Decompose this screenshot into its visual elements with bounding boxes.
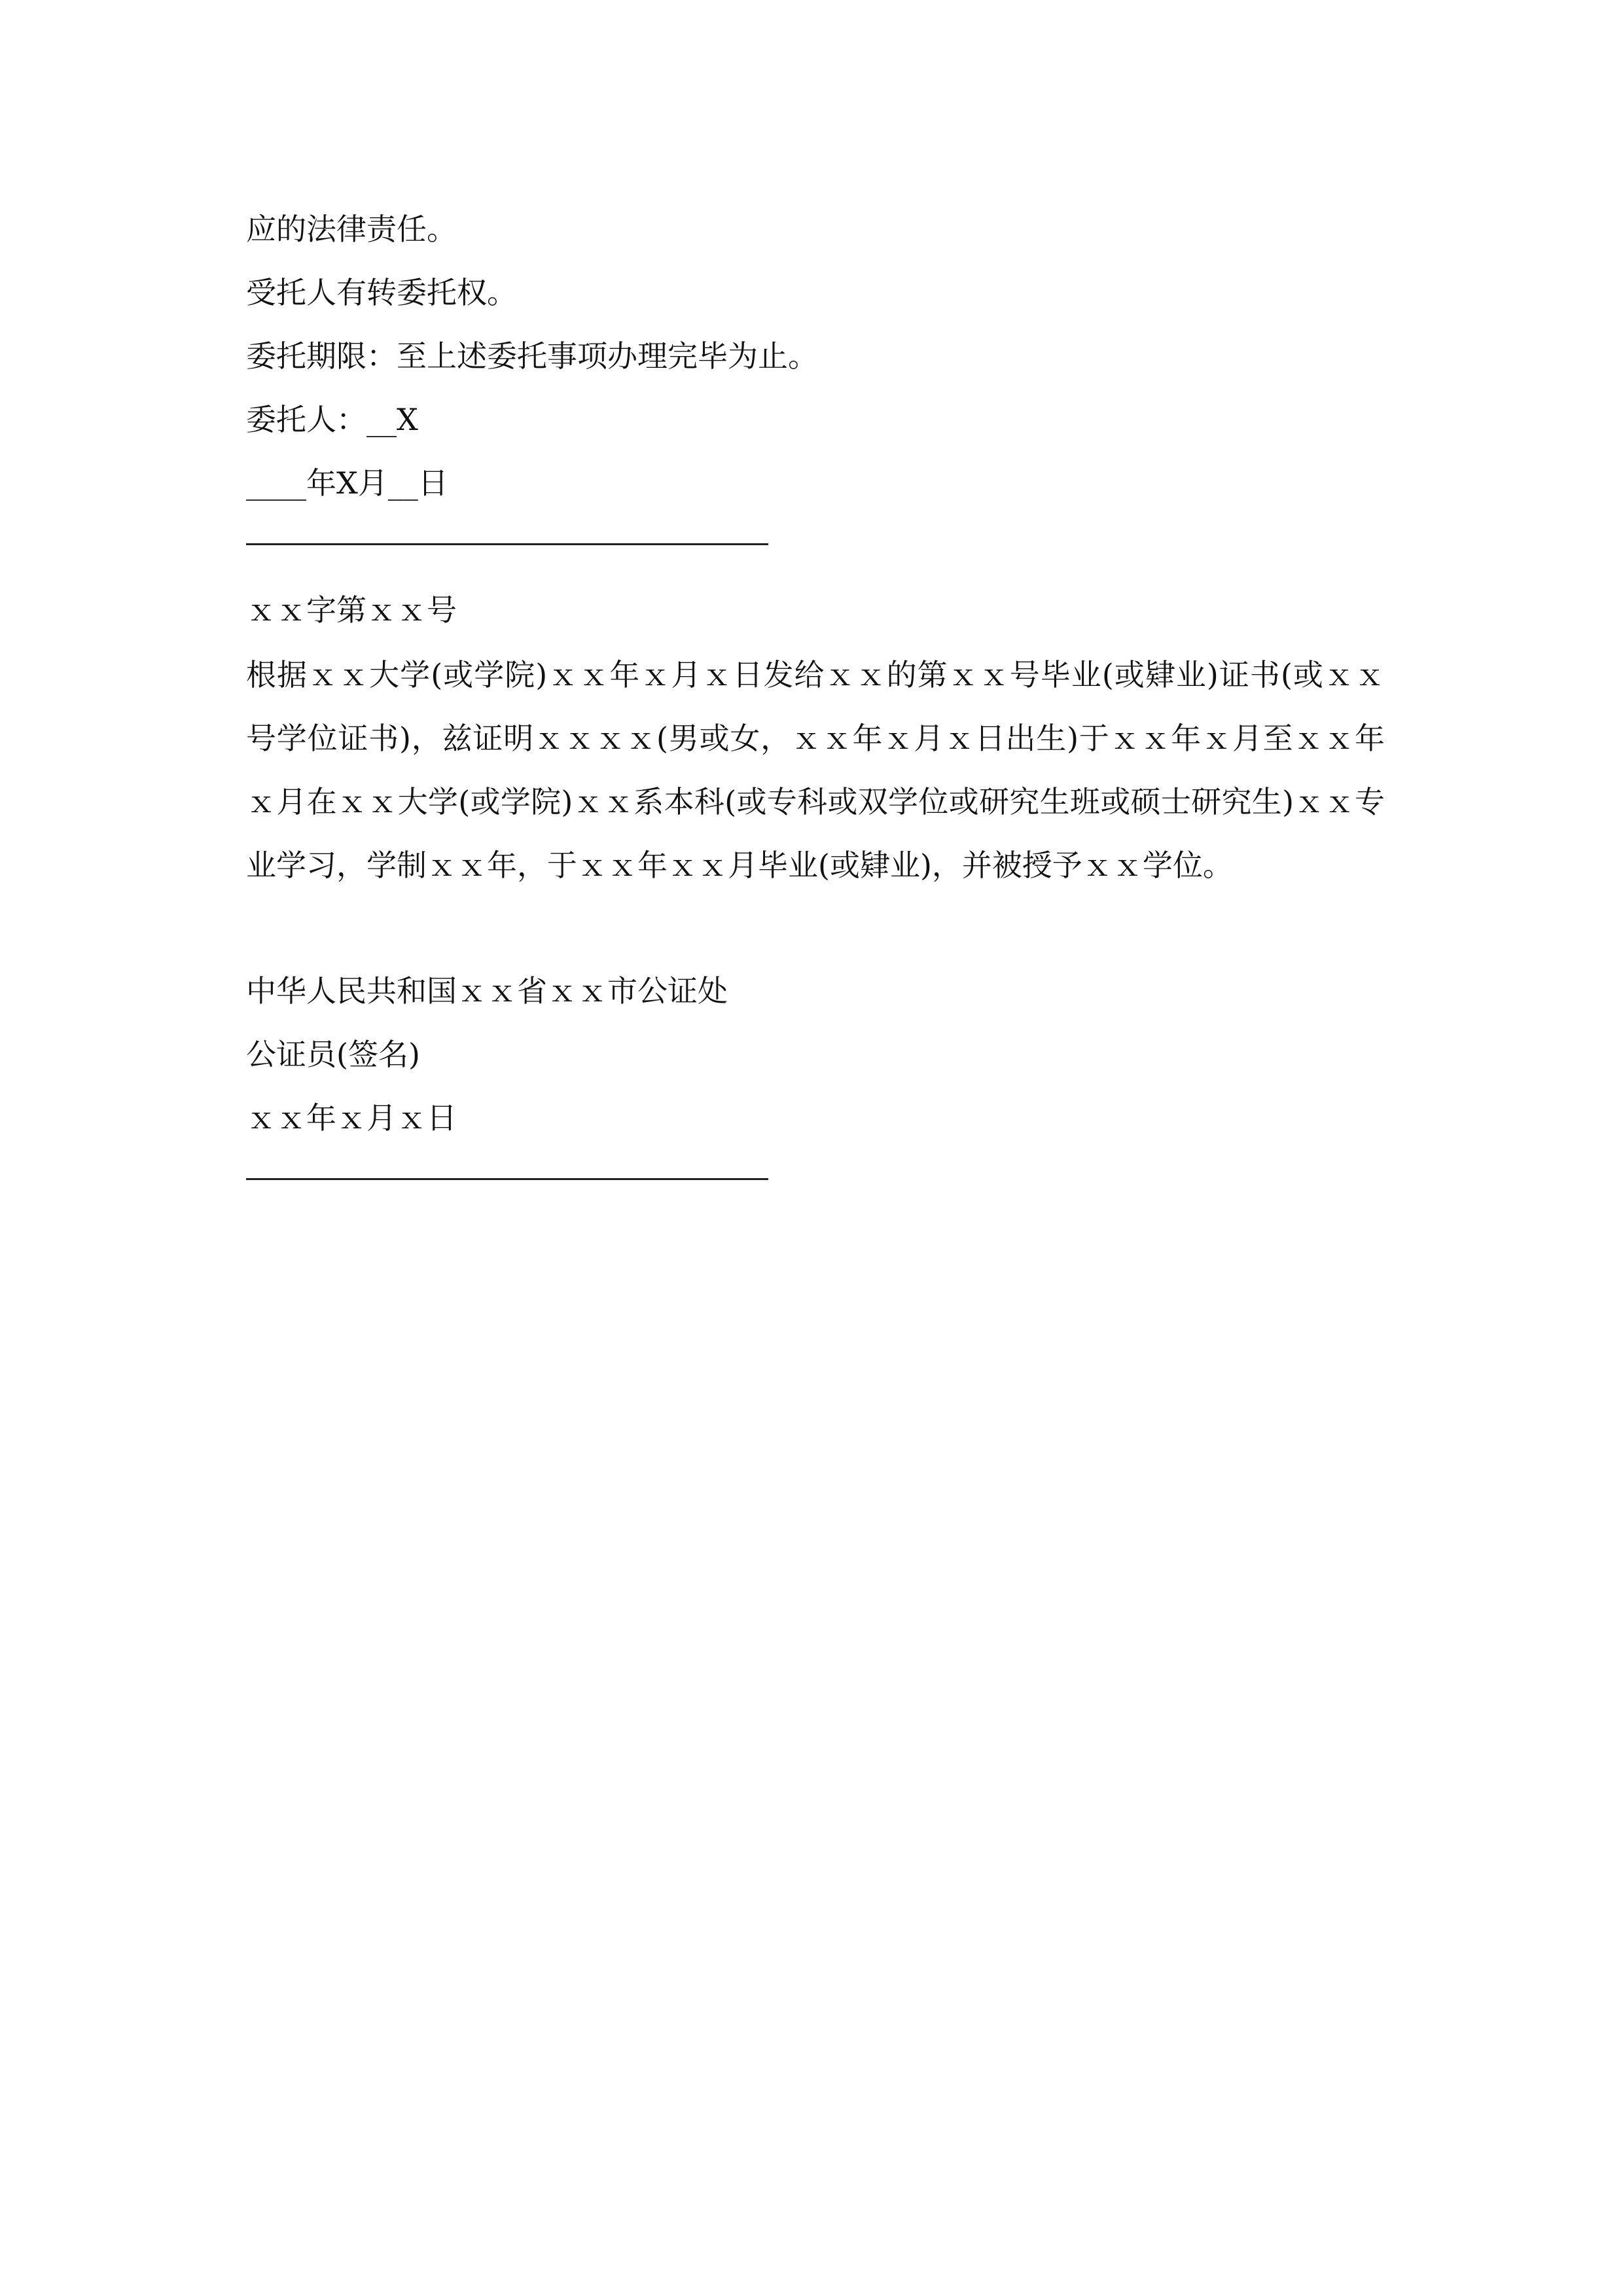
term-line: 委托期限：至上述委托事项办理完毕为止。: [246, 338, 818, 374]
subdelegation-line: 受托人有转委托权。: [246, 275, 517, 310]
liability-line: 应的法律责任。: [246, 211, 457, 247]
notarial-date: ｘｘ年ｘ月ｘ日: [246, 1100, 457, 1136]
notary-office: 中华人民共和国ｘｘ省ｘｘ市公证处: [246, 973, 728, 1009]
notarial-number: ｘｘ字第ｘｘ号: [246, 592, 457, 628]
date-line: ____年X月__日: [246, 465, 448, 501]
notarial-body: 根据ｘｘ大学(或学院)ｘｘ年ｘ月ｘ日发给ｘｘ的第ｘｘ号毕业(或肄业)证书(或ｘｘ号学位证书)，兹证明ｘｘｘｘ(男或女，ｘｘ年ｘ月ｘ日出生)于ｘｘ年ｘ月至ｘｘ年ｘ月在ｘｘ大学(或学院)ｘｘ系本科(或专科或双学位或研究生班或硕士研究生)ｘｘ专业学习，学制ｘｘ年，于ｘｘ年ｘｘ月毕业(或肄业)，并被授予ｘｘ学位。: [246, 657, 1385, 883]
end-divider: [246, 1178, 768, 1180]
section-divider: [246, 543, 768, 545]
notary-signature: 公证员(签名): [246, 1037, 420, 1072]
principal-line: 委托人：__X: [246, 402, 418, 437]
